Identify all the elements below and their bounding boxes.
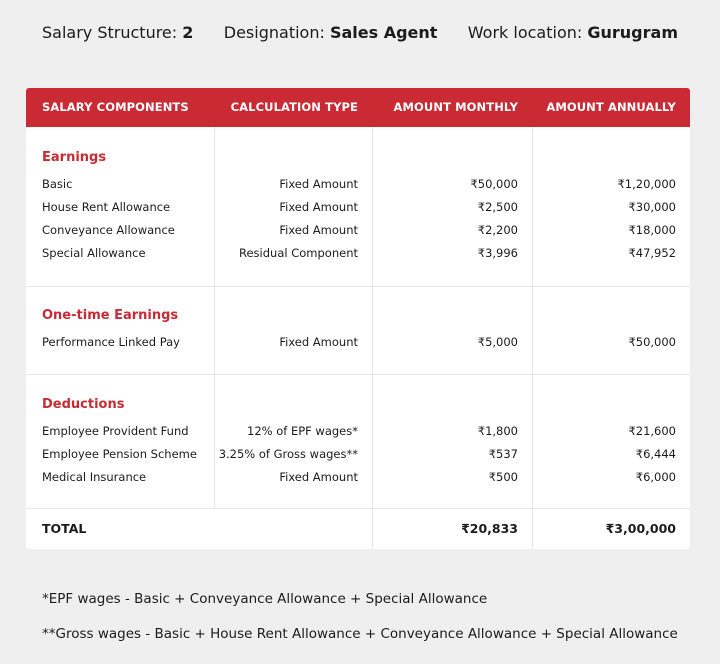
- calculation-type: Fixed Amount: [279, 177, 358, 191]
- header-amount-annually: AMOUNT ANNUALLY: [546, 100, 676, 114]
- table-row: [26, 424, 690, 440]
- calculation-type: Residual Component: [239, 246, 358, 260]
- structure-meta: [42, 22, 678, 44]
- table-row: [26, 246, 690, 262]
- table-row: [26, 447, 690, 463]
- amount-annually: ₹18,000: [628, 223, 676, 237]
- amount-monthly: ₹1,800: [477, 424, 518, 438]
- amount-annually: ₹6,444: [635, 447, 676, 461]
- component-name: House Rent Allowance: [42, 200, 171, 214]
- footnote-gross-wages: **Gross wages - Basic + House Rent Allowance + Conveyance Allowance + Special Allowance: [42, 626, 678, 642]
- section-title-earnings: Earnings: [42, 150, 107, 165]
- table-row: [26, 177, 690, 193]
- amount-annually: ₹30,000: [628, 200, 676, 214]
- designation: [224, 22, 438, 44]
- work-location-value: Gurugram: [587, 23, 678, 42]
- salary-structure-value: 2: [182, 23, 194, 42]
- component-name: Performance Linked Pay: [42, 335, 180, 349]
- section-divider: [26, 374, 690, 375]
- table-row: [26, 223, 690, 239]
- calculation-type: Fixed Amount: [279, 200, 358, 214]
- amount-annually: ₹21,600: [628, 424, 676, 438]
- header-salary-components: SALARY COMPONENTS: [42, 100, 189, 114]
- amount-monthly: ₹2,200: [477, 223, 518, 237]
- component-name: Conveyance Allowance: [42, 223, 175, 237]
- salary-structure-label: Salary Structure:: [42, 23, 178, 42]
- table-row: [26, 335, 690, 351]
- section-title-one-time-earnings: One-time Earnings: [42, 308, 179, 323]
- component-name: Medical Insurance: [42, 470, 147, 484]
- calculation-type: 12% of EPF wages*: [247, 424, 358, 438]
- table-header: [26, 88, 690, 127]
- component-name: Basic: [42, 177, 73, 191]
- total-row: [26, 521, 690, 537]
- component-name: Employee Pension Scheme: [42, 447, 197, 461]
- calculation-type: Fixed Amount: [279, 470, 358, 484]
- amount-annually: ₹1,20,000: [617, 177, 676, 191]
- table-row: [26, 470, 690, 486]
- designation-label: Designation:: [223, 23, 325, 42]
- amount-monthly: ₹500: [488, 470, 518, 484]
- section-divider: [26, 508, 690, 509]
- calculation-type: 3.25% of Gross wages**: [218, 447, 358, 461]
- designation-value: Sales Agent: [329, 23, 438, 42]
- section-title-deductions: Deductions: [42, 397, 125, 412]
- amount-annually: ₹6,000: [635, 470, 676, 484]
- component-name: Employee Provident Fund: [42, 424, 189, 438]
- total-annually: ₹3,00,000: [605, 521, 676, 536]
- total-label: TOTAL: [42, 521, 87, 536]
- footnote-epf-wages: *EPF wages - Basic + Conveyance Allowance + Special Allowance: [42, 591, 488, 607]
- header-calculation-type: CALCULATION TYPE: [230, 100, 358, 114]
- amount-annually: ₹50,000: [628, 335, 676, 349]
- calculation-type: Fixed Amount: [279, 223, 358, 237]
- amount-monthly: ₹2,500: [477, 200, 518, 214]
- salary-structure: [42, 22, 193, 44]
- amount-annually: ₹47,952: [628, 246, 676, 260]
- amount-monthly: ₹537: [488, 447, 518, 461]
- header-amount-monthly: AMOUNT MONTHLY: [393, 100, 518, 114]
- section-divider: [26, 286, 690, 287]
- salary-table: [26, 88, 690, 549]
- work-location-label: Work location:: [467, 23, 583, 42]
- table-row: [26, 200, 690, 216]
- amount-monthly: ₹3,996: [477, 246, 518, 260]
- amount-monthly: ₹5,000: [477, 335, 518, 349]
- amount-monthly: ₹50,000: [470, 177, 518, 191]
- calculation-type: Fixed Amount: [279, 335, 358, 349]
- total-monthly: ₹20,833: [461, 521, 518, 536]
- component-name: Special Allowance: [42, 246, 146, 260]
- work-location: [468, 22, 678, 44]
